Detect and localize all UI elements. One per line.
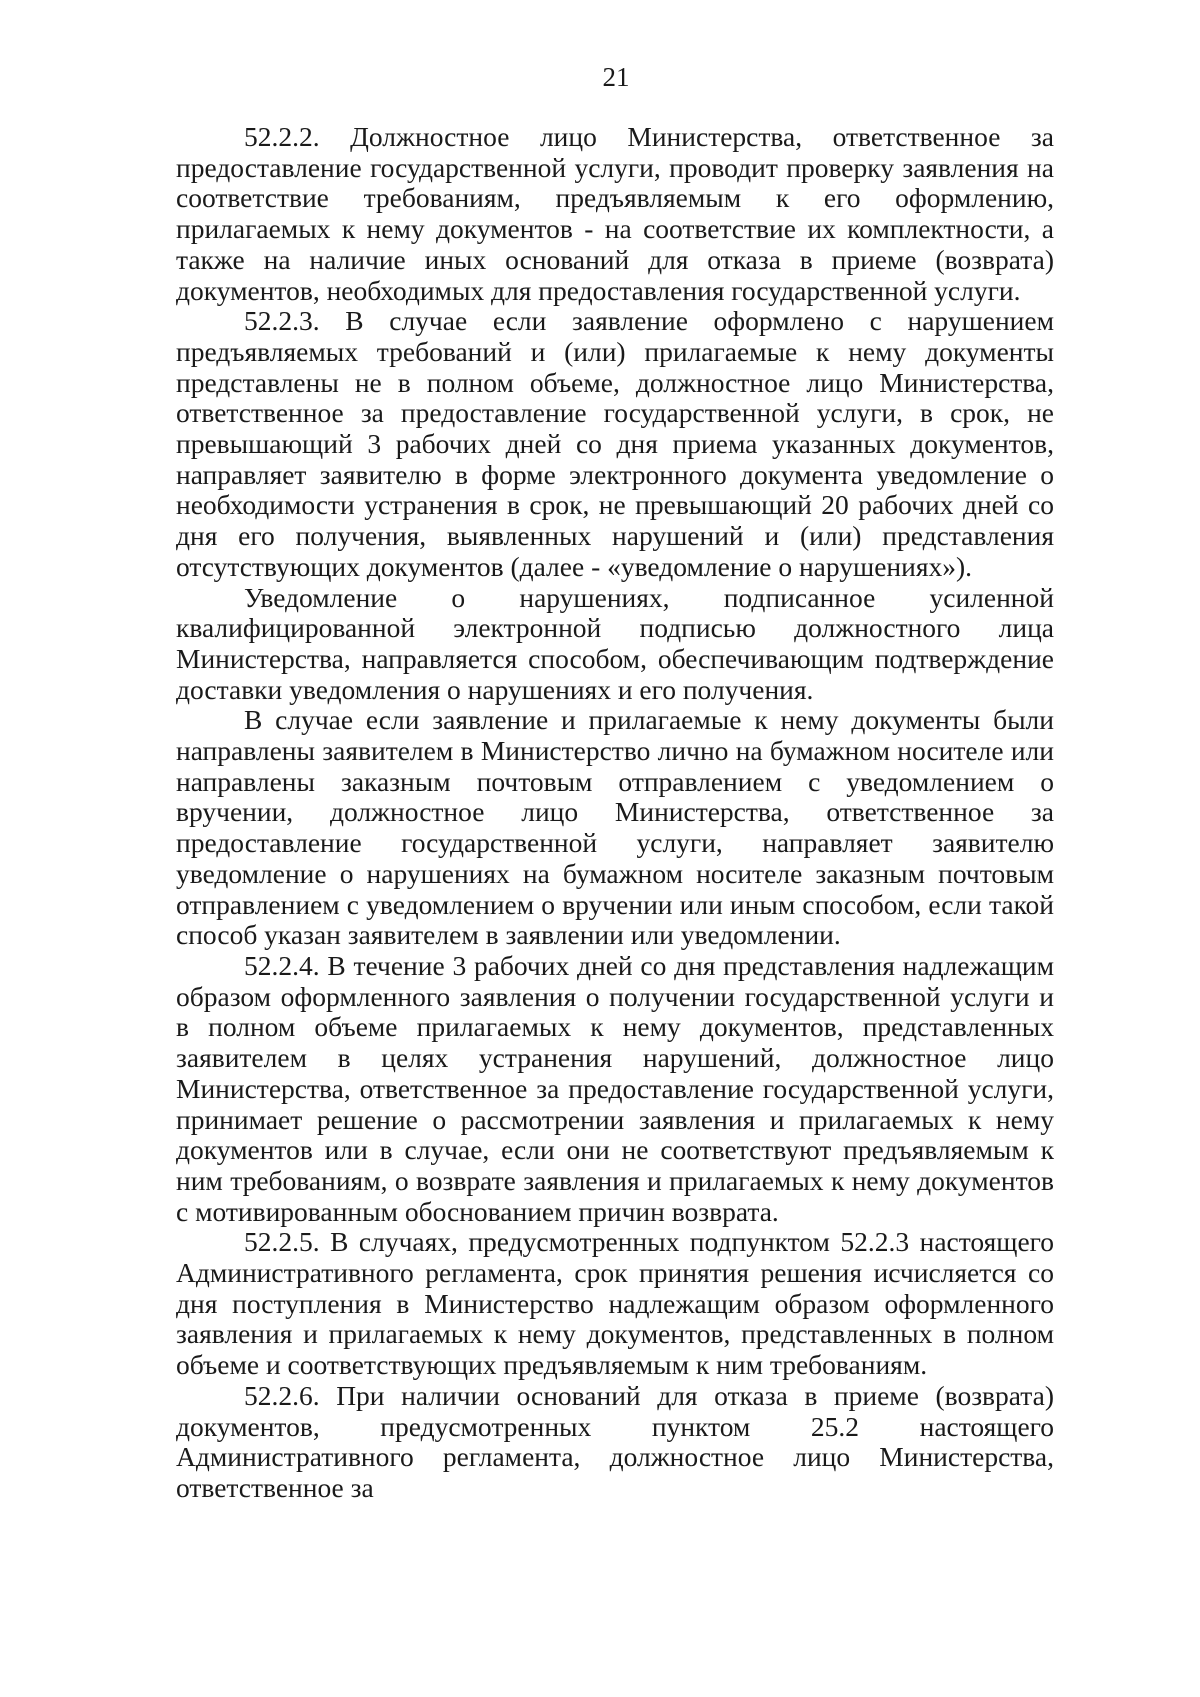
document-body: [176, 122, 1054, 1504]
paragraph-52-2-5: 52.2.5. В случаях, предусмотренных подпунктом 52.2.3 настоящего Административного регламента, срок принятия решения исчисляется со дня поступления в Министерство надлежащим образом оформленного заявления и прилагаемых к нему документов, представленных в полном объеме и соответствующих предъявляемым к ним требованиям.: [176, 1226, 1054, 1381]
paragraph-52-2-6: 52.2.6. При наличии оснований для отказа в приеме (возврата) документов, предусмотренных пунктом 25.2 настоящего Административного регламента, должностное лицо Министерства, ответственное за: [176, 1379, 1054, 1503]
paragraph-52-2-2: 52.2.2. Должностное лицо Министерства, ответственное за предоставление государственной услуги, проводит проверку заявления на соответствие требованиям, предъявляемым к его оформлению, прилагаемых к нему документов - на соответствие их комплектности, а также на наличие иных оснований для отказа в приеме (возврата) документов, необходимых для предоставления государственной услуги.: [176, 121, 1054, 306]
page-number: 21: [602, 62, 630, 92]
paragraph-notice-signature: Уведомление о нарушениях, подписанное усиленной квалифицированной электронной подписью должностного лица Министерства, направляется способом, обеспечивающим подтверждение доставки уведомления о нарушениях и его получения.: [176, 581, 1054, 705]
paragraph-52-2-4: 52.2.4. В течение 3 рабочих дней со дня представления надлежащим образом оформленного заявления о получении государственной услуги и в полном объеме прилагаемых к нему документов, представленных заявителем в целях устранения нарушений, должностное лицо Министерства, ответственное за предоставление государственной услуги, принимает решение о рассмотрении заявления и прилагаемых к нему документов или в случае, если они не соответствуют предъявляемым к ним требованиям, о возврате заявления и прилагаемых к нему документов с мотивированным обоснованием причин возврата.: [176, 949, 1054, 1227]
paragraph-paper-notice: В случае если заявление и прилагаемые к нему документы были направлены заявителем в Министерство лично на бумажном носителе или направлены заказным почтовым отправлением с уведомлением о вручении, должностное лицо Министерства, ответственное за предоставление государственной услуги, направляет заявителю уведомление о нарушениях на бумажном носителе заказным почтовым отправлением с уведомлением о вручении или иным способом, если такой способ указан заявителем в заявлении или уведомлении.: [176, 704, 1054, 951]
paragraph-52-2-3: 52.2.3. В случае если заявление оформлено с нарушением предъявляемых требований и (или) прилагаемые к нему документы представлены не в полном объеме, должностное лицо Министерства, ответственное за предоставление государственной услуги, в срок, не превышающий 3 рабочих дней со дня приема указанных документов, направляет заявителю в форме электронного документа уведомление о необходимости устранения в срок, не превышающий 20 рабочих дней со дня его получения, выявленных нарушений и (или) представления отсутствующих документов (далее - «уведомление о нарушениях»).: [176, 305, 1054, 582]
